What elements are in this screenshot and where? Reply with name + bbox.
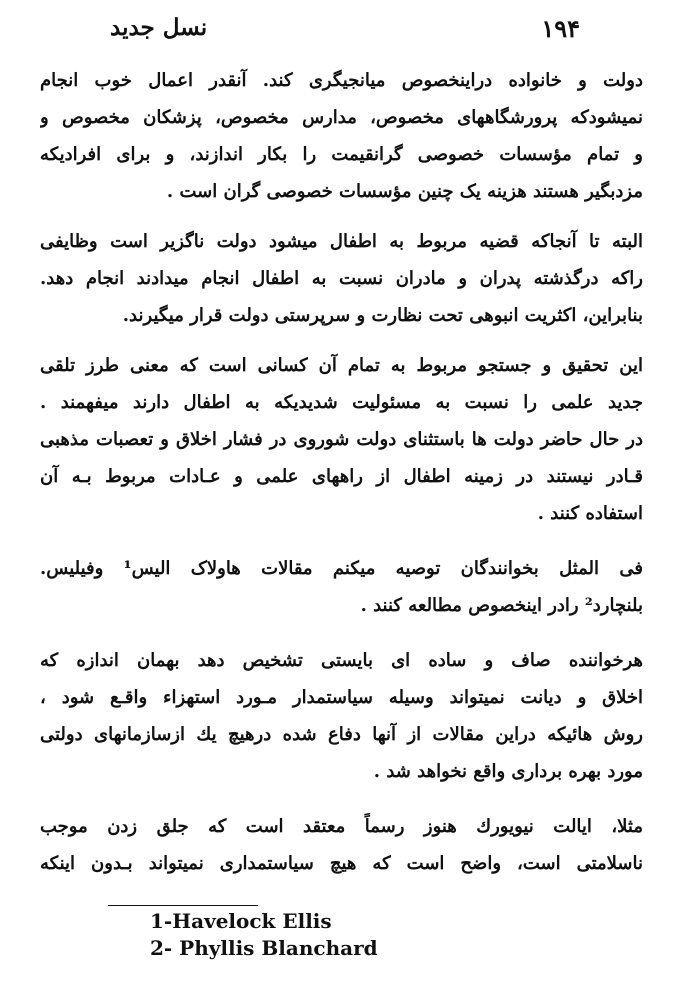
footnotes [150, 908, 378, 962]
text-line: مثلا، ایالت نیویورك هنوز رسماً معتقد است که جلق زدن موجب [40, 816, 643, 837]
text-line: فی المثل بخوانندگان توصیه میکنم مقالات هاولاک الیس¹ وفیلیس. [40, 558, 643, 579]
body-text [40, 62, 643, 882]
paragraph [40, 347, 643, 532]
text-line: اخلاق و دیانت نمیتواند وسیله سیاستمدار مـورد استهزاء واقـع شود ، [40, 687, 643, 708]
footnote: 1-Havelock Ellis [150, 909, 332, 933]
text-line: این تحقیق و جستجو مربوط به تمام آن کسانی است که معنی طرز تلقی [40, 355, 643, 376]
running-title: نسل جدید [110, 14, 208, 41]
text-line: قـادر نیستند در زمینه اطفال از راههای علمی و عـادات مربوط بـه آن [40, 466, 643, 487]
paragraph [40, 550, 643, 624]
paragraph [40, 642, 643, 790]
page-number: ۱۹۴ [541, 14, 580, 43]
text-line: و تمام مؤسسات خصوصی گرانقیمت را بکار اندازند، و برای افرادیکه [40, 144, 643, 165]
text-line: در حال حاضر دولت ها باستثنای دولت شوروی در فشار اخلاق و تعصبات مذهبی [40, 429, 643, 450]
text-line: البته تا آنجاکه قضیه مربوط به اطفال میشود دولت ناگزیر است وظایفی [40, 231, 643, 252]
footnote-divider [108, 905, 258, 906]
text-line: هرخواننده صاف و ساده ای بایستی تشخیص دهد بهمان اندازه که [40, 650, 643, 671]
text-line: راکه درگذشته پدران و مادران نسبت به اطفال انجام میدادند انجام دهد. [40, 268, 643, 289]
text-line: بنابراین، اکثریت انبوهی تحت نظارت و سرپرستی دولت قرار میگیرند. [122, 305, 643, 326]
text-line: نمیشودکه پرورشگاههای مخصوص، مدارس مخصوص، پزشکان مخصوص و [40, 107, 643, 128]
text-line: مزدبگیر هستند هزینه یک چنین مؤسسات خصوصی گران است . [166, 181, 643, 202]
page-header [110, 14, 580, 48]
paragraph [40, 62, 643, 210]
paragraph [40, 223, 643, 334]
text-line: بلنچارد² رادر اینخصوص مطالعه کنند . [360, 595, 643, 616]
paragraph [40, 808, 643, 882]
text-line: استفاده کنند . [537, 503, 643, 524]
text-line: روش هائیکه دراین مقالات از آنها دفاع شده درهیچ یك ازسازمانهای دولتی [40, 724, 643, 745]
text-line: مورد بهره برداری واقع نخواهد شد . [373, 761, 643, 782]
text-line: جدید علمی را نسبت به مسئولیت شدیدیکه به اطفال دارند میفهمند . [40, 392, 643, 413]
text-line: ناسلامتی است، واضح است که هیچ سیاستمداری نمیتواند بـدون اینکه [40, 853, 643, 874]
text-line: دولت و خانواده دراینخصوص میانجیگری کند. آنقدر اعمال خوب انجام [40, 70, 643, 91]
footnote: 2- Phyllis Blanchard [150, 936, 378, 960]
